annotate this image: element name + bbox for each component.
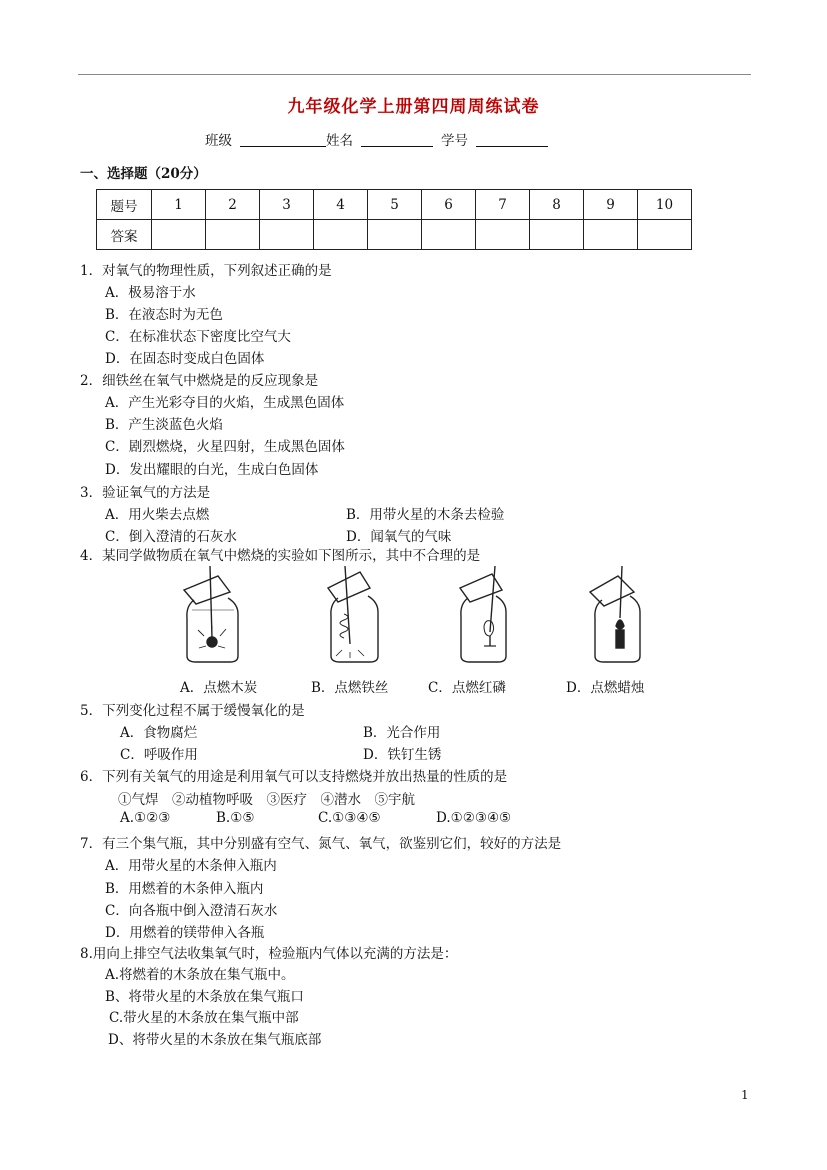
question-3-option-c: C．倒入澄清的石灰水 — [105, 529, 237, 545]
question-6-stem: 6．下列有关氧气的用途是利用氧气可以支持燃烧并放出热量的性质的是 — [80, 769, 508, 785]
table-cell: 4 — [314, 190, 368, 220]
table-cell: 3 — [260, 190, 314, 220]
jar-charcoal-icon — [184, 566, 238, 662]
question-1-option-b: B．在液态时为无色 — [105, 307, 223, 323]
question-1-option-d: D．在固态时变成白色固体 — [105, 351, 265, 367]
table-cell: 1 — [152, 190, 206, 220]
question-8-option-d: D、将带火星的木条放在集气瓶底部 — [108, 1032, 322, 1048]
id-blank — [476, 132, 548, 147]
question-2-option-d: D．发出耀眼的白光，生成白色固体 — [105, 462, 319, 478]
question-6-items: ①气焊 ②动植物呼吸 ③医疗 ④潜水 ⑤宇航 — [118, 792, 415, 808]
figure-caption-a: A．点燃木炭 — [180, 680, 258, 696]
table-cell: 8 — [530, 190, 584, 220]
question-8-option-c: C.带火星的木条放在集气瓶中部 — [109, 1010, 299, 1026]
jar-red-phosphorus-icon — [460, 566, 506, 662]
question-2-stem: 2．细铁丝在氧气中燃烧是的反应现象是 — [80, 373, 319, 389]
answer-cell[interactable] — [530, 220, 584, 250]
answer-cell[interactable] — [638, 220, 692, 250]
question-3-option-d: D．闻氧气的气味 — [346, 529, 452, 545]
question-3-option-b: B．用带火星的木条去检验 — [346, 507, 505, 523]
table-cell: 6 — [422, 190, 476, 220]
question-7-option-a: A．用带火星的木条伸入瓶内 — [105, 858, 277, 874]
question-8-option-b: B、将带火星的木条放在集气瓶口 — [105, 989, 304, 1005]
question-7-option-c: C．向各瓶中倒入澄清石灰水 — [105, 903, 278, 919]
question-3-stem: 3．验证氧气的方法是 — [80, 485, 211, 501]
question-1-option-c: C．在标准状态下密度比空气大 — [105, 329, 291, 345]
id-label: 学号 — [441, 133, 468, 149]
answer-cell[interactable] — [314, 220, 368, 250]
table-row — [97, 190, 692, 220]
answer-cell[interactable] — [260, 220, 314, 250]
question-7-option-b: B．用燃着的木条伸入瓶内 — [105, 881, 264, 897]
name-blank — [361, 132, 433, 147]
question-2-option-c: C．剧烈燃烧，火星四射，生成黑色固体 — [105, 439, 345, 455]
question-1-option-a: A．极易溶于水 — [105, 285, 196, 301]
table-cell: 10 — [638, 190, 692, 220]
class-blank — [240, 132, 326, 147]
class-label: 班级 — [205, 133, 232, 149]
answer-table — [96, 189, 692, 250]
question-5-option-b: B．光合作用 — [363, 725, 441, 741]
answer-cell[interactable] — [206, 220, 260, 250]
question-8-option-a: A.将燃着的木条放在集气瓶中。 — [105, 967, 295, 983]
question-1-stem: 1．对氧气的物理性质，下列叙述正确的是 — [80, 263, 332, 279]
table-cell: 7 — [476, 190, 530, 220]
combustion-jars-figure — [170, 566, 690, 668]
question-5-option-d: D．铁钉生锈 — [363, 747, 442, 763]
name-label: 姓名 — [326, 133, 353, 149]
question-6-option-d: D.①②③④⑤ — [436, 810, 512, 826]
jar-candle-icon — [590, 566, 640, 662]
question-7-stem: 7．有三个集气瓶，其中分别盛有空气、氮气、氧气，欲鉴别它们，较好的方法是 — [80, 836, 562, 852]
header-rule — [78, 74, 751, 75]
table-cell: 5 — [368, 190, 422, 220]
answer-cell[interactable] — [422, 220, 476, 250]
table-row — [97, 220, 692, 250]
answer-cell[interactable] — [368, 220, 422, 250]
section-heading: 一、选择题（20分） — [80, 166, 207, 182]
table-cell: 9 — [584, 190, 638, 220]
question-3-option-a: A．用火柴去点燃 — [105, 507, 210, 523]
table-header-cell: 答案 — [97, 220, 152, 250]
student-info-line — [205, 129, 548, 149]
figure-caption-c: C．点燃红磷 — [428, 680, 506, 696]
table-cell: 2 — [206, 190, 260, 220]
question-4-stem: 4．某同学做物质在氧气中燃烧的实验如下图所示，其中不合理的是 — [80, 548, 481, 564]
table-header-cell: 题号 — [97, 190, 152, 220]
question-8-stem: 8.用向上排空气法收集氧气时，检验瓶内气体以充满的方法是： — [80, 946, 458, 962]
figure-caption-d: D．点燃蜡烛 — [566, 680, 645, 696]
figure-caption-b: B．点燃铁丝 — [311, 680, 389, 696]
answer-cell[interactable] — [152, 220, 206, 250]
question-2-option-b: B．产生淡蓝色火焰 — [105, 417, 223, 433]
question-5-stem: 5．下列变化过程不属于缓慢氧化的是 — [80, 703, 305, 719]
question-5-option-a: A．食物腐烂 — [120, 725, 198, 741]
page-title: 九年级化学上册第四周周练试卷 — [287, 97, 540, 117]
question-7-option-d: D．用燃着的镁带伸入各瓶 — [105, 925, 265, 941]
answer-cell[interactable] — [584, 220, 638, 250]
question-6-option-c: C.①③④⑤ — [318, 810, 381, 826]
answer-cell[interactable] — [476, 220, 530, 250]
page-number: 1 — [741, 1088, 749, 1102]
question-5-option-c: C．呼吸作用 — [120, 747, 198, 763]
question-6-option-a: A.①②③ — [120, 810, 171, 826]
question-6-option-b: B.①⑤ — [216, 810, 255, 826]
question-2-option-a: A．产生光彩夺目的火焰，生成黑色固体 — [105, 395, 345, 411]
jar-iron-wire-icon — [328, 566, 378, 662]
